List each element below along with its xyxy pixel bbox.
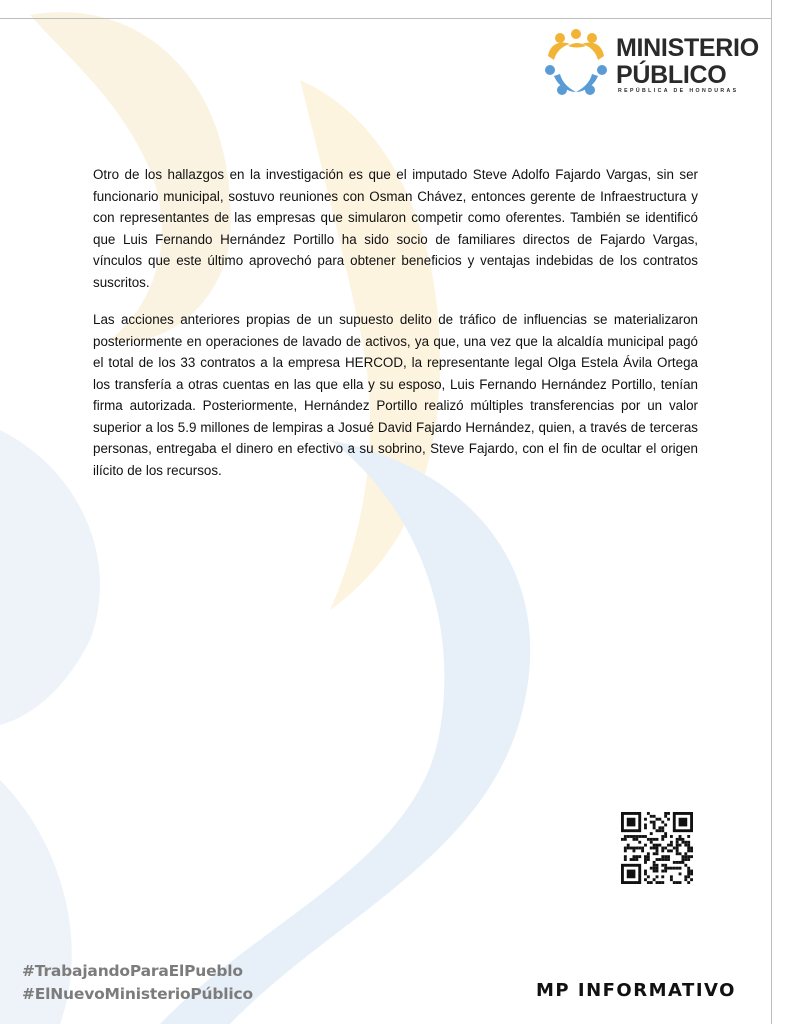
right-border-line (771, 0, 772, 1024)
logo-title-line1: MINISTERIO (616, 34, 759, 62)
logo-title-line2: PÚBLICO (616, 61, 727, 89)
logo-subtitle: REPÚBLICA DE HONDURAS (618, 88, 739, 94)
hashtag-nuevo-ministerio: #ElNuevoMinisterioPúblico (22, 985, 253, 1003)
article-body (93, 164, 698, 497)
ministerio-publico-logo-icon (540, 26, 612, 98)
hashtag-trabajando: #TrabajandoParaElPueblo (22, 962, 243, 980)
paragraph-2: Las acciones anteriores propias de un supuesto delito de tráfico de influencias se materializaron posteriormente en operaciones de lavado de activos, ya que, una vez que la alcaldía municipal pagó el total de los 33 contratos a la empresa HERCOD, la representante legal Olga Estela Ávila Ortega los transfería a otras cuentas en las que ella y su esposo, Luis Fernando Hernández Portillo, tenían firma autorizada. Posteriormente, Hernández Portillo realizó múltiples transferencias por un valor superior a los 5.9 millones de lempiras a Josué David Fajardo Hernández, quien, a través de terceras personas, entregaba el dinero en efectivo a su sobrino, Steve Fajardo, con el fin de ocultar el origen ilícito de los recursos. (93, 312, 698, 478)
qr-code-icon[interactable] (621, 812, 693, 884)
hashtags (22, 960, 253, 1006)
top-border-line (0, 18, 771, 19)
paragraph-1: Otro de los hallazgos en la investigación es que el imputado Steve Adolfo Fajardo Vargas, sin ser funcionario municipal, sostuvo reuniones con Osman Chávez, entonces gerente de Infraestructura y con representantes de las empresas que simularon competir como oferentes. También se identificó que Luis Fernando Hernández Portillo ha sido socio de familiares directos de Fajardo Vargas, vínculos que este último aprovechó para obtener beneficios y ventajas indebidas de los contratos suscritos. (93, 167, 698, 290)
logo-title (616, 35, 759, 89)
ministerio-publico-logo (540, 26, 762, 102)
footer-brand: MP INFORMATIVO (536, 980, 736, 1001)
